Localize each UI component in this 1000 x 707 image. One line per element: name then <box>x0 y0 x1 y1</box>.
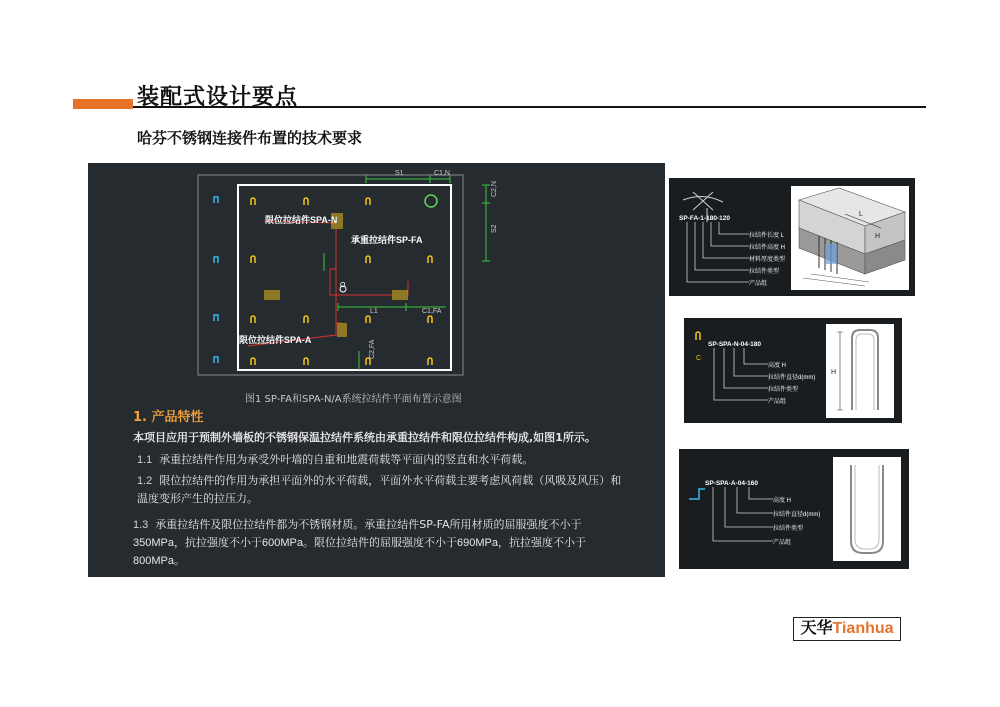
title-accent-bar <box>73 99 133 109</box>
spa-a-illustration <box>833 457 901 561</box>
intro-paragraph: 本项目应用于预制外墙板的不锈钢保温拉结件系统由承重拉结件和限位拉结件构成,如图1所示。 <box>133 431 596 444</box>
legend-item: 拉结件类型 <box>773 526 804 532</box>
item-text: 温度变形产生的拉压力。 <box>137 492 258 505</box>
item-text: ，抗拉强度不小于 <box>173 536 262 549</box>
item-text: 。限位拉结件的屈服强度不小于 <box>302 536 457 549</box>
label-c1n: C1,N <box>434 170 450 177</box>
legend-item: 高度 H <box>768 363 787 369</box>
label-s1: S1 <box>395 170 404 177</box>
spa-n-illustration <box>826 324 894 418</box>
legend-item: 拉结件高度 H <box>749 245 786 251</box>
dim-label: H <box>831 369 837 376</box>
label-s2: S2 <box>491 224 498 233</box>
dim-line <box>482 203 490 261</box>
strength-value: 350MPa <box>133 537 174 549</box>
label-c2n: C2,N <box>491 181 498 197</box>
leader-line <box>264 221 336 269</box>
label-origin: O <box>340 282 346 289</box>
spa-a-detail-panel <box>679 449 909 569</box>
label-spa-n: 限位拉结件SPA-N <box>265 215 338 225</box>
strength-value: 800MPa <box>133 555 174 567</box>
label-c2fa: C2,FA <box>369 339 376 359</box>
legend-item: 拉结件直径d(mm) <box>768 375 816 381</box>
legend-item: 拉结件类型 <box>768 387 799 393</box>
item-number: 1.2 <box>137 475 153 487</box>
item-1-1 <box>137 451 533 469</box>
label-l1: L1 <box>370 308 378 315</box>
dim-label: H <box>875 233 881 240</box>
legend-item: 高度 H <box>773 498 792 504</box>
legend-item: 拉结件类型 <box>749 269 780 275</box>
leader-line <box>336 269 342 323</box>
spa-n-detail-drawing <box>684 318 902 423</box>
sp-fa-detail-drawing <box>669 178 915 296</box>
code-label: SP-FA-1-180-120 <box>679 215 730 222</box>
figure-caption: 图1 SP-FA和SPA-N/A系统拉结件平面布置示意图 <box>245 394 462 405</box>
strength-value: 600MPa <box>261 537 303 549</box>
item-number: 1.3 <box>133 519 149 531</box>
label-c1fa: C1,FA <box>422 308 442 315</box>
sp-fa-detail-panel <box>669 178 915 296</box>
item-text: 承重拉结件及限位拉结件都为不锈钢材质。承重拉结件SP-FA所用材质的屈服强度不小于 <box>155 518 582 531</box>
label-spa-a: 限位拉结件SPA-A <box>239 335 312 345</box>
legend-item: 产品组 <box>773 540 792 546</box>
item-text: 承重拉结件作用为承受外叶墙的自重和地震荷载等平面内的竖直和水平荷载。 <box>159 453 534 466</box>
page-title: 装配式设计要点 <box>137 85 299 110</box>
legend-item: 材料厚度类型 <box>749 257 786 263</box>
legend-item: 产品组 <box>749 281 768 287</box>
sp-fa-3d-illustration <box>791 186 909 290</box>
main-panel <box>88 163 665 577</box>
brand-logo <box>793 617 901 641</box>
legend-item: 拉结件长度 L <box>749 233 785 239</box>
legend-item: 拉结件直径d(mm) <box>773 512 821 518</box>
item-number: 1.1 <box>137 454 153 466</box>
section-heading: 1. 产品特性 <box>133 410 204 425</box>
legend-item: 产品组 <box>768 399 787 405</box>
layout-plan-figure <box>88 163 665 577</box>
spa-n-detail-panel <box>684 318 902 423</box>
page-subtitle: 哈芬不锈钢连接件布置的技术要求 <box>137 129 363 147</box>
code-label: SP-SPA-N-04-180 <box>708 341 761 348</box>
item-text: 。 <box>173 554 185 567</box>
brand-en: Tianhua <box>832 620 894 637</box>
brand-cn: 天华 <box>800 620 833 637</box>
mark-c: C <box>696 355 702 362</box>
item-1-3 <box>133 516 658 570</box>
spa-a-detail-drawing <box>679 449 909 569</box>
dim-label: L <box>859 211 863 218</box>
dim-line <box>482 185 490 203</box>
item-1-2 <box>137 472 621 507</box>
anchor-markers-left <box>214 197 218 363</box>
strength-value: 690MPa <box>456 537 498 549</box>
item-text: 限位拉结件的作用为承担平面外的水平荷载，平面外水平荷载主要考虑风荷载（风吸及风压）和 <box>159 474 622 487</box>
label-sp-fa: 承重拉结件SP-FA <box>351 235 423 245</box>
code-label: SP-SPA-A-04-160 <box>705 480 758 487</box>
item-text: ，抗拉强度不小于 <box>497 536 586 549</box>
highlighted-anchor <box>425 195 437 207</box>
